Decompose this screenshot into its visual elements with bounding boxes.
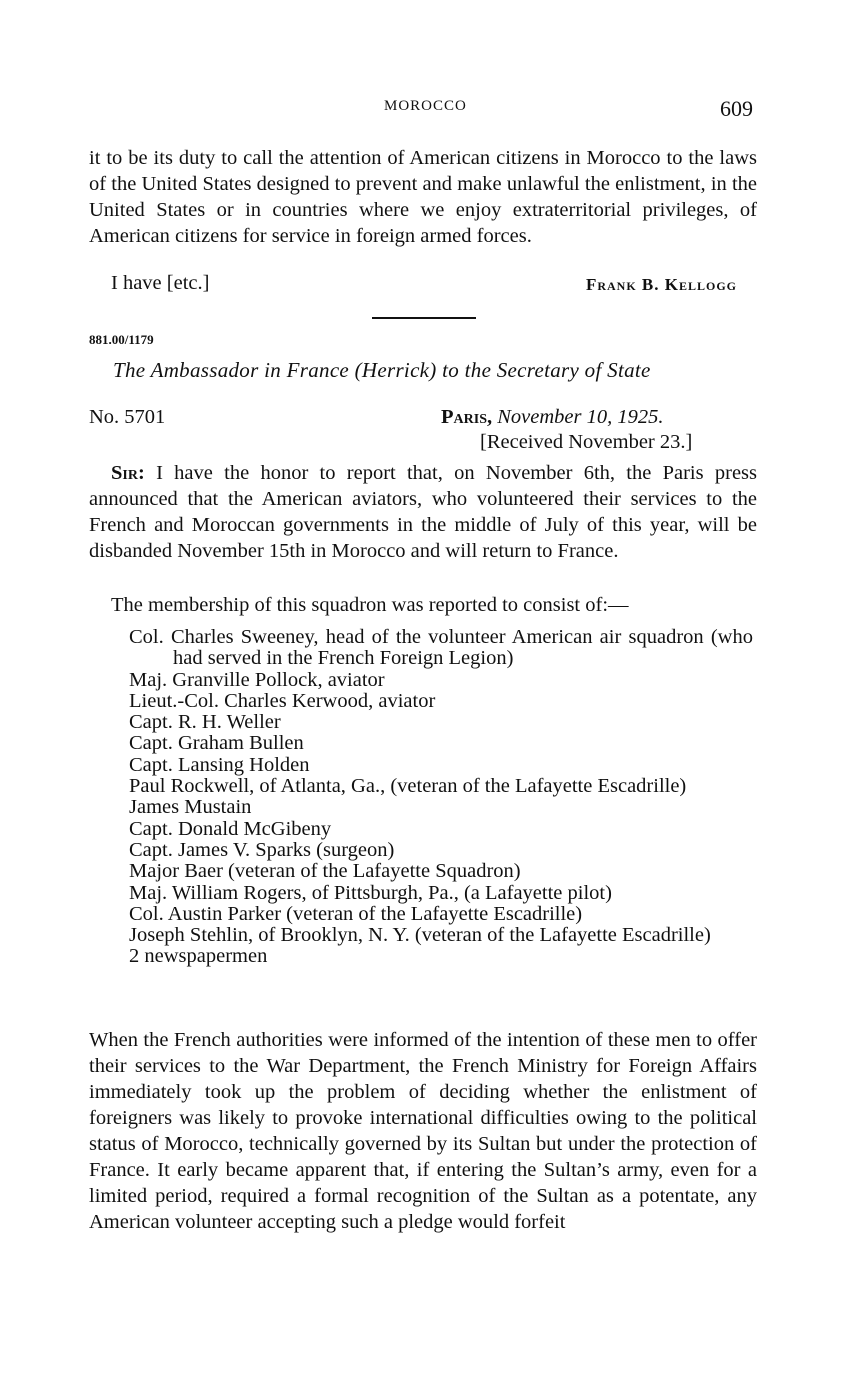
page-number: 609: [720, 96, 753, 121]
list-item: Capt. Donald McGibeny: [129, 817, 332, 840]
received-note: [Received November 23.]: [480, 431, 693, 453]
salutation: Sir:: [111, 462, 145, 484]
list-item: Joseph Stehlin, of Brooklyn, N. Y. (veteran of the Lafayette Escadrille): [129, 924, 711, 947]
list-item: Maj. William Rogers, of Pittsburgh, Pa., (a Lafayette pilot): [129, 881, 612, 904]
signoff: I have [etc.]: [111, 272, 210, 294]
list-item: Capt. R. H. Weller: [129, 711, 281, 734]
running-title: MOROCCO: [384, 98, 467, 114]
list-item: 2 newspapermen: [129, 945, 268, 968]
report-paragraph-1-text: I have the honor to report that, on November 6th, the Paris press announced that the American aviators, who volunteered their services to the French and Moroccan governments in the middle of July of this year, will be disbanded November 15th in Morocco and will return to France.: [89, 462, 757, 562]
dateline: [441, 406, 664, 429]
list-item: Capt. Graham Bullen: [129, 732, 304, 755]
list-item: Capt. Lansing Holden: [129, 753, 310, 776]
dateline-date: November 10, 1925.: [497, 406, 664, 428]
list-item: Maj. Granville Pollock, aviator: [129, 668, 385, 691]
list-item: Lieut.-Col. Charles Kerwood, aviator: [129, 689, 436, 712]
file-number: 881.00/1179: [89, 332, 154, 347]
list-item: Col. Charles Sweeney, head of the volunteer American air squadron (who had served in the French Foreign Legion): [129, 626, 753, 670]
continuation-paragraph: it to be its duty to call the attention of American citizens in Morocco to the laws of the United States designed to prevent and make unlawful the enlistment, in the United States or in countries where we enjoy extraterritorial privileges, of American citizens for service in foreign armed forces.: [89, 147, 757, 247]
document-number: No. 5701: [89, 406, 166, 428]
report-paragraph-3: When the French authorities were informed of the intention of these men to offer their services to the War Department, the French Ministry for Foreign Affairs immediately took up the problem of deciding whether the enlistment of foreigners was likely to provoke international difficulties owing to the political status of Morocco, technically governed by its Sultan but under the protection of France. It early became apparent that, if entering the Sultan’s army, even for a limited period, required a formal recognition of the Sultan as a potentate, any American volunteer accepting such a pledge would forfeit: [89, 1029, 757, 1233]
list-item: Major Baer (veteran of the Lafayette Squadron): [129, 860, 521, 883]
member-list: [129, 627, 753, 968]
report-paragraph-1: [89, 460, 757, 564]
dateline-place: Paris,: [441, 406, 493, 428]
signer-name: Frank B. Kellogg: [585, 275, 737, 294]
list-item: James Mustain: [129, 796, 252, 819]
list-item: Col. Austin Parker (veteran of the Lafayette Escadrille): [129, 902, 583, 925]
list-item: Capt. James V. Sparks (surgeon): [129, 838, 395, 861]
report-paragraph-2: The membership of this squadron was reported to consist of:—: [111, 594, 629, 616]
section-divider: [372, 317, 476, 319]
list-item: Paul Rockwell, of Atlanta, Ga., (veteran of the Lafayette Escadrille): [129, 775, 687, 798]
document-title: The Ambassador in France (Herrick) to the Secretary of State: [113, 358, 651, 382]
